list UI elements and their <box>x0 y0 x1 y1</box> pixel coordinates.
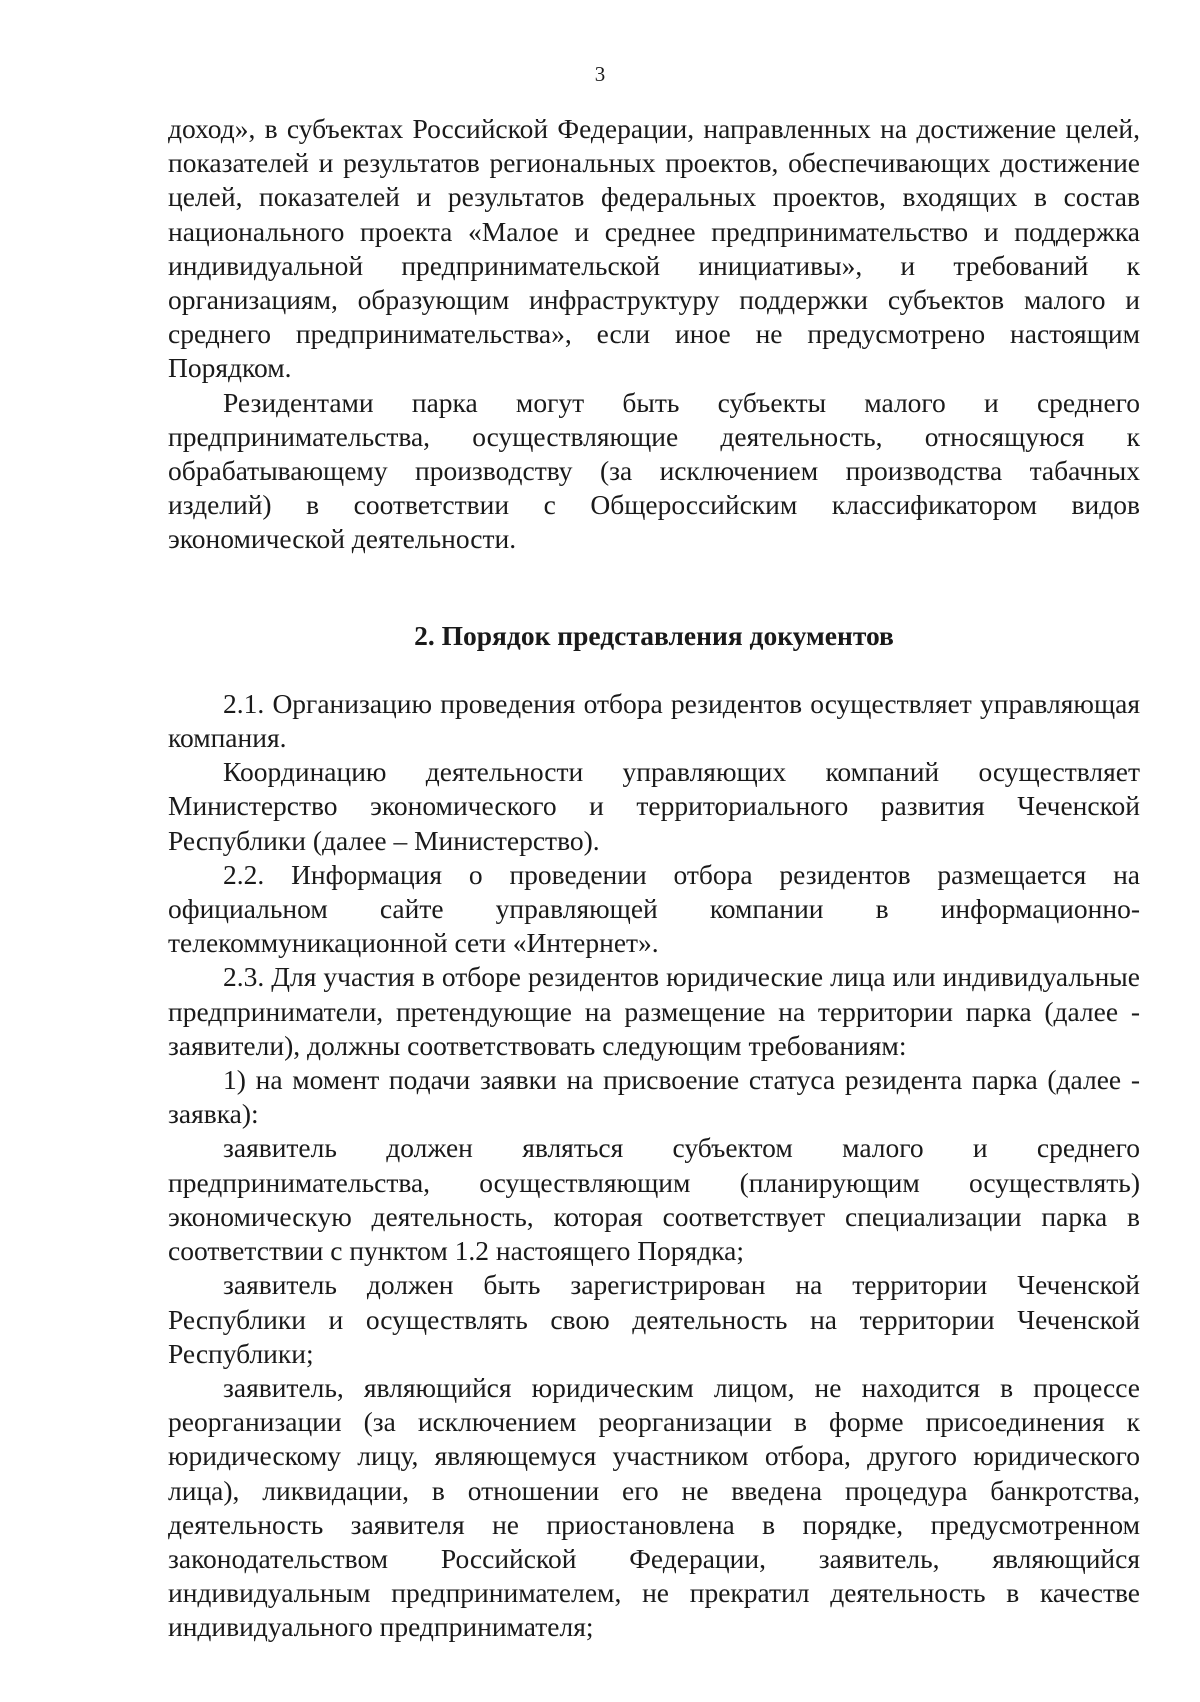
paragraph-2-1: 2.1. Организацию проведения отбора резидентов осуществляет управляющая компания. <box>168 687 1140 754</box>
page-number: 3 <box>594 62 606 86</box>
paragraph-2-3: 2.3. Для участия в отборе резидентов юридические лица или индивидуальные предприниматели, претендующие на размещение на территории парка (далее - заявители), должны соответствовать следующим требованиям: <box>168 961 1140 1061</box>
paragraph-residents: Резидентами парка могут быть субъекты малого и среднего предпринимательства, осуществляющие деятельность, относящуюся к обрабатывающему производству (за исключением производства табачных изделий) в соответствии с Общероссийским классификатором видов экономической деятельности. <box>168 386 1140 555</box>
document-body <box>168 112 1140 1645</box>
paragraph-2-2: 2.2. Информация о проведении отбора резидентов размещается на официальном сайте управляющей компании в информационно-телекоммуникационной сети «Интернет». <box>168 858 1140 959</box>
paragraph-item-1: 1) на момент подачи заявки на присвоение статуса резидента парка (далее - заявка): <box>168 1064 1140 1130</box>
paragraph-coordination: Координацию деятельности управляющих компаний осуществляет Министерство экономического и территориального развития Чеченской Республики (далее – Министерство). <box>168 756 1140 856</box>
paragraph-smb-requirement: заявитель должен являться субъектом малого и среднего предпринимательства, осуществляющим (планирующим осуществлять) экономическую деятельность, которая соответствует специализации парка в соответствии с пунктом 1.2 настоящего Порядка; <box>168 1132 1140 1267</box>
paragraph-registration-requirement: заявитель должен быть зарегистрирован на территории Чеченской Республики и осуществлять свою деятельность на территории Чеченской Республики; <box>168 1269 1140 1369</box>
paragraph-continuation: доход», в субъектах Российской Федерации, направленных на достижение целей, показателей и результатов региональных проектов, обеспечивающих достижение целей, показателей и результатов федеральных проектов, входящих в состав национального проекта «Малое и среднее предпринимательство и поддержка индивидуальной предпринимательской инициативы», и требований к организациям, образующим инфраструктуру поддержки субъектов малого и среднего предпринимательства», если иное не предусмотрено настоящим Порядком. <box>168 113 1140 384</box>
section-heading: 2. Порядок представления документов <box>414 619 894 651</box>
paragraph-legal-status-requirement: заявитель, являющийся юридическим лицом, не находится в процессе реорганизации (за исключением реорганизации в форме присоединения к юридическому лицу, являющемуся участником отбора, другого юридического лица), ликвидации, в отношении его не введена процедура банкротства, деятельность заявителя не приостановлена в порядке, предусмотренном законодательством Российской Федерации, заявитель, являющийся индивидуальным предпринимателем, не прекратил деятельность в качестве индивидуального предпринимателя; <box>168 1371 1140 1643</box>
